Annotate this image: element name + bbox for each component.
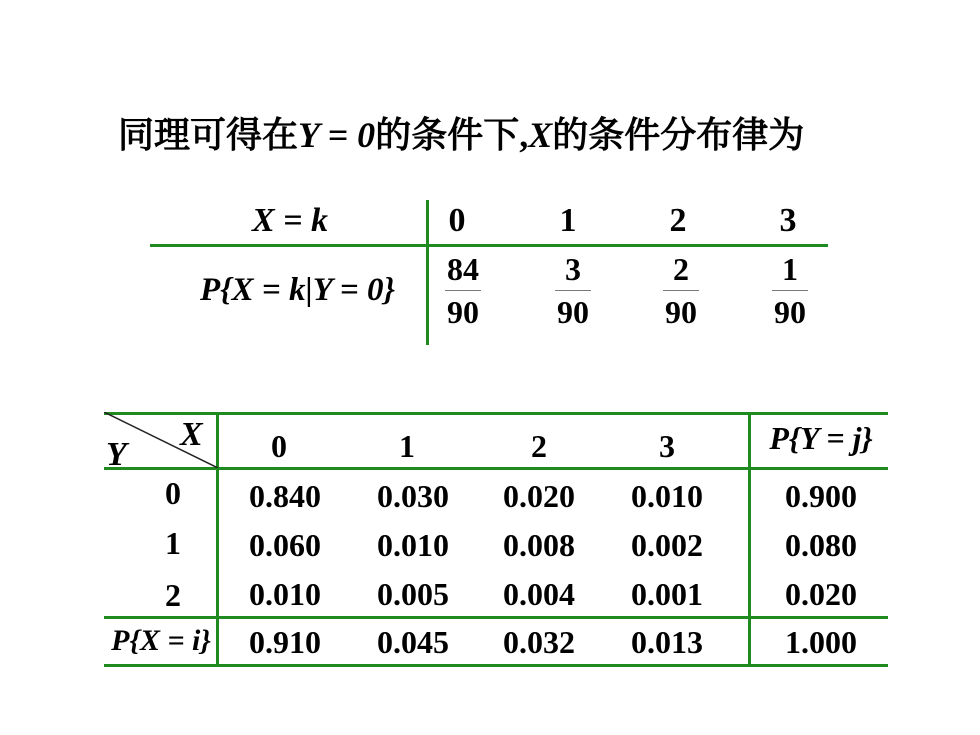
column-header: 1 — [399, 428, 415, 464]
column-header: 2 — [531, 428, 547, 464]
table-cell: 0.010 — [631, 478, 703, 514]
title-middle: 的条件下, — [375, 115, 529, 155]
table2-right-vertical-rule — [748, 412, 751, 667]
row-label: 1 — [165, 525, 181, 561]
table1-row2-label: P{X = k|Y = 0} — [200, 272, 395, 308]
table-cell: 0.010 — [249, 576, 321, 612]
marginal-x-value: 0.045 — [377, 624, 449, 660]
marginal-y-header: P{Y = j} — [769, 420, 873, 456]
fraction-bar — [445, 290, 481, 291]
marginal-x-value: 0.910 — [249, 624, 321, 660]
table2-top-rule — [104, 412, 888, 415]
marginal-y-value: 0.020 — [785, 576, 857, 612]
fraction — [651, 252, 711, 329]
table1-row1-label: X = k — [251, 202, 329, 239]
marginal-x-value: 0.013 — [631, 624, 703, 660]
table-cell: 0.004 — [503, 576, 575, 612]
fraction-denominator: 90 — [774, 294, 806, 330]
table2-bottom-rule — [104, 664, 888, 667]
table-cell: 0.020 — [503, 478, 575, 514]
fraction-bar — [663, 290, 699, 291]
row-label: 0 — [165, 475, 181, 511]
table-cell: 0.005 — [377, 576, 449, 612]
table-cell: 0.030 — [377, 478, 449, 514]
grand-total: 1.000 — [785, 624, 857, 660]
column-header: 0 — [271, 428, 287, 464]
fraction-numerator: 1 — [782, 251, 798, 287]
title-variable: X — [528, 115, 553, 155]
fraction-denominator: 90 — [447, 294, 479, 330]
table-cell: 0.010 — [377, 527, 449, 563]
marginal-y-value: 0.900 — [785, 478, 857, 514]
table-cell: 0.840 — [249, 478, 321, 514]
table-cell: 0.008 — [503, 527, 575, 563]
table1-horizontal-rule — [150, 244, 828, 247]
marginal-x-value: 0.032 — [503, 624, 575, 660]
table1-value: 1 — [559, 202, 577, 239]
fraction — [433, 252, 493, 329]
fraction-numerator: 2 — [673, 251, 689, 287]
title-condition: Y = 0 — [298, 115, 376, 155]
title-suffix: 的条件分布律为 — [552, 115, 805, 155]
title-prefix: 同理可得在 — [118, 115, 299, 155]
marginal-x-label: P{X = i} — [111, 624, 211, 657]
fraction-bar — [555, 290, 591, 291]
table1-value: 0 — [448, 202, 466, 239]
row-label: 2 — [165, 577, 181, 613]
table2-marginal-rule — [104, 616, 888, 619]
corner-y-label: Y — [106, 436, 127, 473]
fraction-numerator: 84 — [447, 251, 479, 287]
fraction — [543, 252, 603, 329]
table2-header-rule — [104, 467, 888, 470]
fraction-bar — [772, 290, 808, 291]
table1-value: 2 — [669, 202, 687, 239]
table-cell: 0.001 — [631, 576, 703, 612]
column-header: 3 — [659, 428, 675, 464]
table-cell: 0.002 — [631, 527, 703, 563]
marginal-y-value: 0.080 — [785, 527, 857, 563]
page-title — [118, 113, 804, 157]
fraction-denominator: 90 — [665, 294, 697, 330]
table1-value: 3 — [779, 202, 797, 239]
fraction-numerator: 3 — [565, 251, 581, 287]
table-cell: 0.060 — [249, 527, 321, 563]
corner-x-label: X — [180, 416, 203, 453]
fraction — [760, 252, 820, 329]
fraction-denominator: 90 — [557, 294, 589, 330]
